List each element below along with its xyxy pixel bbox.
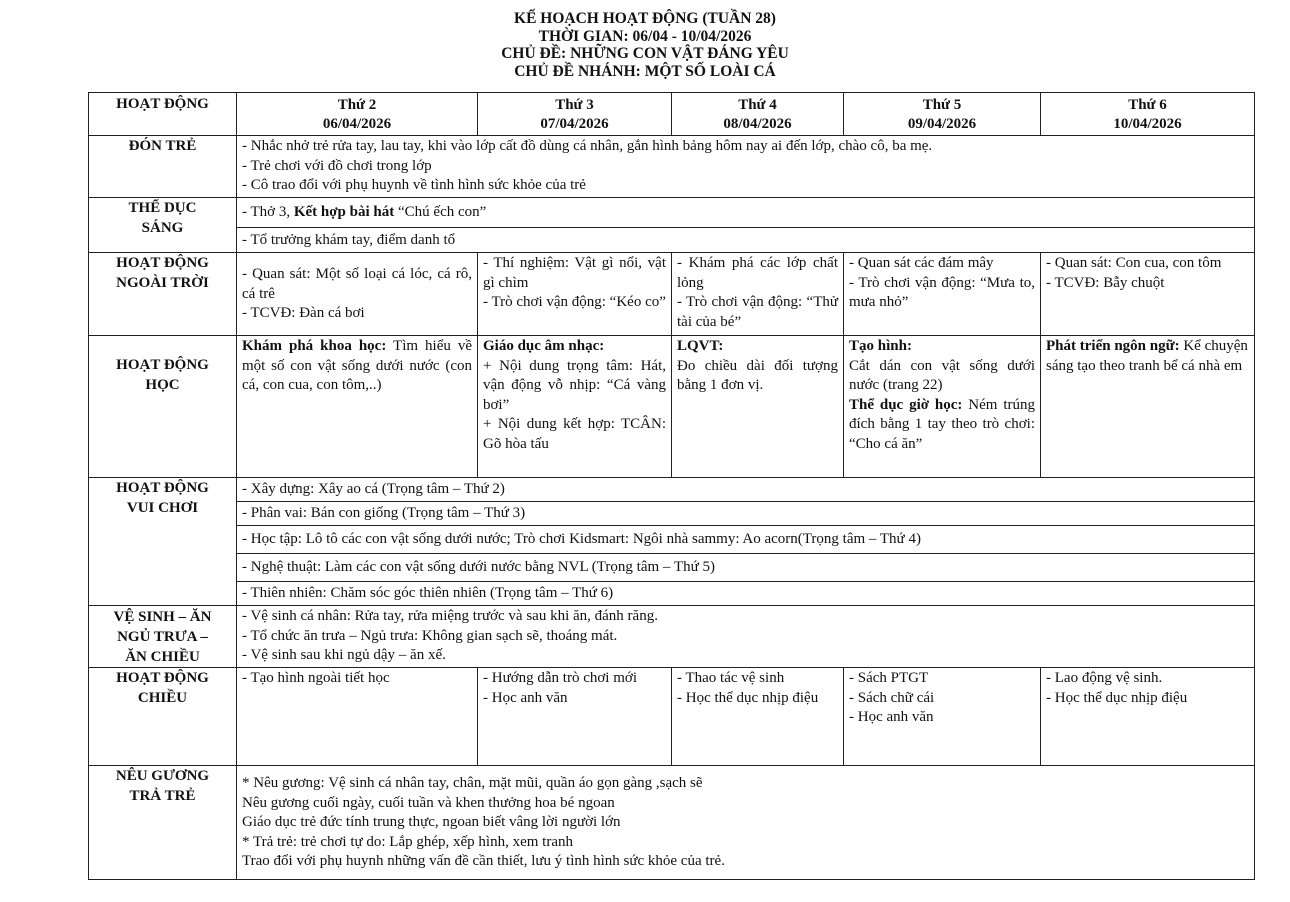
row-the-duc-2 [89, 228, 1255, 253]
the-duc-line-2: - Tổ trưởng khám tay, điểm danh tổ [237, 228, 1255, 253]
row-don-tre [89, 136, 1255, 198]
document-header [0, 10, 1290, 80]
row-ve-sinh [89, 606, 1255, 668]
chieu-wed: - Thao tác vệ sinh - Học thể dục nhịp điệu [672, 668, 844, 766]
chieu-tue: - Hướng dẫn trò chơi mới - Học anh văn [478, 668, 672, 766]
label-the-duc-sang: THỂ DỤC SÁNG [89, 198, 237, 253]
table-header-row [89, 93, 1255, 136]
ngoai-troi-tue: - Thí nghiệm: Vật gì nổi, vật gì chìm - Trò chơi vận động: “Kéo co” [478, 253, 672, 336]
label-don-tre: ĐÓN TRẺ [89, 136, 237, 198]
hoc-mon: Khám phá khoa học: Tìm hiểu về một số con vật sống dưới nước (con cá, con cua, con tôm,..) [237, 336, 478, 478]
row-hoc [89, 336, 1255, 478]
label-ngoai-troi: HOẠT ĐỘNG NGOÀI TRỜI [89, 253, 237, 336]
don-tre-content: - Nhắc nhở trẻ rửa tay, lau tay, khi vào lớp cất đồ dùng cá nhân, gắn hình bảng hôm nay ai đến lớp, chào cô, ba mẹ. - Trẻ chơi với đồ chơi trong lớp - Cô trao đổi với phụ huynh về tình hình sức khỏe của trẻ [237, 136, 1255, 198]
ngoai-troi-fri: - Quan sát: Con cua, con tôm - TCVĐ: Bẫy chuột [1041, 253, 1255, 336]
label-hoc: HOẠT ĐỘNG HỌC [89, 336, 237, 478]
vui-choi-thien-nhien: - Thiên nhiên: Chăm sóc góc thiên nhiên (Trọng tâm – Thứ 6) [237, 582, 1255, 606]
row-vui-choi-5 [89, 582, 1255, 606]
header-day-thu: Thứ 5 09/04/2026 [844, 93, 1041, 136]
row-vui-choi-3 [89, 526, 1255, 554]
header-activity: HOẠT ĐỘNG [89, 93, 237, 136]
label-neu-guong: NÊU GƯƠNG TRẢ TRẺ [89, 766, 237, 880]
ngoai-troi-wed: - Khám phá các lớp chất lỏng - Trò chơi vận động: “Thử tài của bé” [672, 253, 844, 336]
plan-title: KẾ HOẠCH HOẠT ĐỘNG (TUẦN 28) [514, 10, 776, 27]
ngoai-troi-mon: - Quan sát: Một số loại cá lóc, cá rô, cá trê - TCVĐ: Đàn cá bơi [237, 253, 478, 336]
ngoai-troi-thu: - Quan sát các đám mây - Trò chơi vận động: “Mưa to, mưa nhỏ” [844, 253, 1041, 336]
row-vui-choi-4 [89, 554, 1255, 582]
chieu-thu: - Sách PTGT - Sách chữ cái - Học anh văn [844, 668, 1041, 766]
row-vui-choi-1 [89, 478, 1255, 502]
hoc-wed: LQVT: Đo chiều dài đối tượng bằng 1 đơn vị. [672, 336, 844, 478]
header-day-fri: Thứ 6 10/04/2026 [1041, 93, 1255, 136]
plan-time: THỜI GIAN: 06/04 - 10/04/2026 [538, 27, 752, 45]
activity-plan-table [88, 92, 1255, 880]
hoc-tue: Giáo dục âm nhạc: + Nội dung trọng tâm: Hát, vận động vỗ nhịp: “Cá vàng bơi” + Nội dung kết hợp: TCÂN: Gõ hòa tấu [478, 336, 672, 478]
the-duc-line-1: - Thở 3, Kết hợp bài hát “Chú ếch con” [237, 198, 1255, 228]
vui-choi-nghe-thuat: - Nghệ thuật: Làm các con vật sống dưới nước bằng NVL (Trọng tâm – Thứ 5) [237, 554, 1255, 582]
row-chieu [89, 668, 1255, 766]
chieu-fri: - Lao động vệ sinh. - Học thể dục nhịp điệu [1041, 668, 1255, 766]
row-the-duc-1 [89, 198, 1255, 228]
neu-guong-content: * Nêu gương: Vệ sinh cá nhân tay, chân, mặt mũi, quần áo gọn gàng ,sạch sẽ Nêu gương cuối ngày, cuối tuần và khen thưởng hoa bé ngoan Giáo dục trẻ đức tính trung thực, ngoan biết vâng lời người lớn * Trả trẻ: trẻ chơi tự do: Lắp ghép, xếp hình, xem tranh Trao đổi với phụ huynh những vấn đề cần thiết, lưu ý tình hình sức khỏe của trẻ. [237, 766, 1255, 880]
label-chieu: HOẠT ĐỘNG CHIỀU [89, 668, 237, 766]
row-ngoai-troi [89, 253, 1255, 336]
plan-subtheme: CHỦ ĐỀ NHÁNH: MỘT SỐ LOÀI CÁ [514, 62, 776, 80]
vui-choi-phan-vai: - Phân vai: Bán con giống (Trọng tâm – Thứ 3) [237, 502, 1255, 526]
label-vui-choi: HOẠT ĐỘNG VUI CHƠI [89, 478, 237, 606]
vui-choi-xay-dung: - Xây dựng: Xây ao cá (Trọng tâm – Thứ 2) [237, 478, 1255, 502]
plan-theme: CHỦ ĐỀ: NHỮNG CON VẬT ĐÁNG YÊU [501, 45, 789, 62]
header-day-wed: Thứ 4 08/04/2026 [672, 93, 844, 136]
hoc-thu: Tạo hình: Cắt dán con vật sống dưới nước (trang 22) Thể dục giờ học: Ném trúng đích bằng 1 tay theo trò chơi: “Cho cá ăn” [844, 336, 1041, 478]
label-ve-sinh: VỆ SINH – ĂN NGỦ TRƯA – ĂN CHIỀU [89, 606, 237, 668]
chieu-mon: - Tạo hình ngoài tiết học [237, 668, 478, 766]
ve-sinh-content: - Vệ sinh cá nhân: Rửa tay, rửa miệng trước và sau khi ăn, đánh răng. - Tổ chức ăn trưa – Ngủ trưa: Không gian sạch sẽ, thoáng mát. - Vệ sinh sau khi ngủ dậy – ăn xế. [237, 606, 1255, 668]
hoc-fri: Phát triển ngôn ngữ: Kể chuyện sáng tạo theo tranh bể cá nhà em [1041, 336, 1255, 478]
vui-choi-hoc-tap: - Học tập: Lô tô các con vật sống dưới nước; Trò chơi Kidsmart: Ngôi nhà sammy: Ao acorn(Trọng tâm – Thứ 4) [237, 526, 1255, 554]
row-vui-choi-2 [89, 502, 1255, 526]
header-day-tue: Thứ 3 07/04/2026 [478, 93, 672, 136]
row-neu-guong [89, 766, 1255, 880]
header-day-mon: Thứ 2 06/04/2026 [237, 93, 478, 136]
